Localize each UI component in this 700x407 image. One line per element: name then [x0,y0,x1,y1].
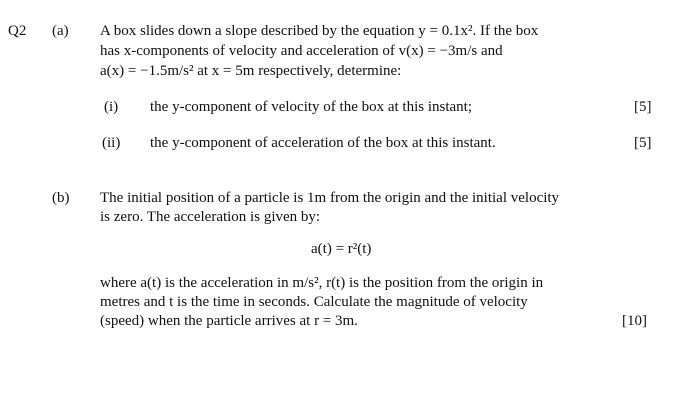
part-a-label: (a) [52,23,69,39]
question-number: Q2 [8,23,27,39]
part-a-i-text: the y-component of velocity of the box at this instant; [150,99,473,115]
part-a-ii-label: (ii) [102,135,121,151]
part-a-line-1: A box slides down a slope described by the equation y = 0.1x². If the box [100,23,539,39]
part-b-line-1: The initial position of a particle is 1m from the origin and the initial velocity [100,190,560,206]
part-b-equation: a(t) = r²(t) [311,241,372,257]
part-b-line-2: is zero. The acceleration is given by: [100,209,321,225]
part-a-line-2: has x-components of velocity and acceleration of v(x) = −3m/s and [100,43,503,59]
part-a-ii-text: the y-component of acceleration of the box at this instant. [150,135,496,151]
part-a-ii-marks: [5] [634,135,652,151]
part-b-line-5: (speed) when the particle arrives at r = 3m. [100,313,358,329]
part-a-line-3: a(x) = −1.5m/s² at x = 5m respectively, determine: [100,63,402,79]
part-b-marks: [10] [622,313,647,329]
part-b-line-3: where a(t) is the acceleration in m/s², r(t) is the position from the origin in [100,275,544,291]
part-a-i-marks: [5] [634,99,652,115]
part-a-i-label: (i) [104,99,119,115]
part-b-label: (b) [52,190,70,206]
part-b-line-4: metres and t is the time in seconds. Calculate the magnitude of velocity [100,294,528,310]
